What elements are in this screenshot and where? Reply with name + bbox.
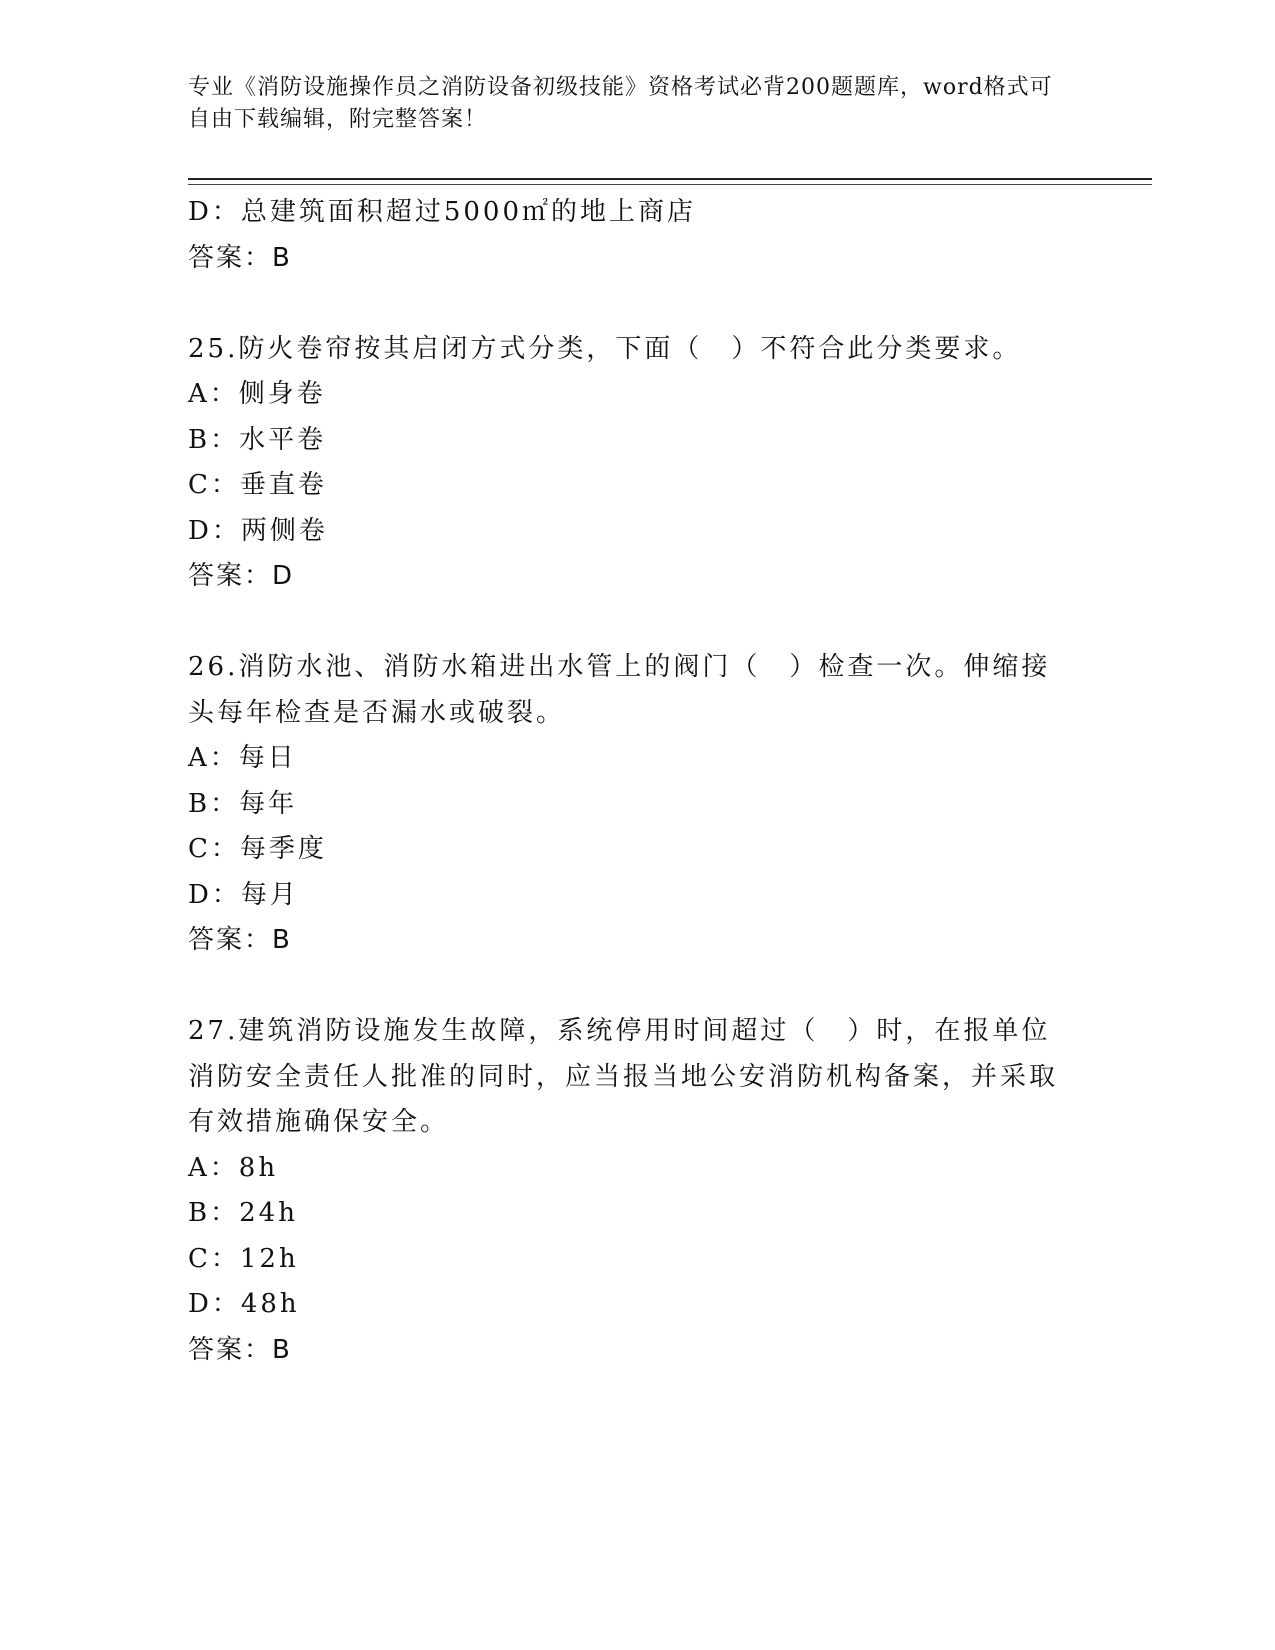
answer-line: 答案：D [188, 561, 295, 591]
option-d: D：总建筑面积超过5000㎡的地上商店 [188, 197, 697, 227]
option-c: C：垂直卷 [188, 470, 327, 500]
question-27 [188, 1009, 1088, 1373]
header-divider-thin [188, 184, 1152, 185]
spacer [188, 600, 1088, 646]
spacer [188, 281, 1088, 327]
option-b: B：水平卷 [188, 424, 327, 455]
question-list [188, 190, 1088, 1373]
option-a: A：8h [188, 1152, 279, 1183]
option-b: B：每年 [188, 788, 298, 819]
question-26 [188, 645, 1088, 964]
spacer [188, 964, 1088, 1010]
option-c: C：12h [188, 1243, 299, 1274]
document-header: 专业《消防设施操作员之消防设备初级技能》资格考试必背200题题库，word格式可自由下载编辑，附完整答案！ [188, 75, 1053, 132]
question-stem: 27.建筑消防设施发生故障，系统停用时间超过（ ）时，在报单位消防安全责任人批准的同时，应当报当地公安消防机构备案，并采取有效措施确保安全。 [188, 1016, 1059, 1137]
answer-line: 答案：B [188, 925, 292, 955]
option-c: C：每季度 [188, 834, 327, 864]
question-stem: 25.防火卷帘按其启闭方式分类，下面（ ）不符合此分类要求。 [188, 333, 1022, 364]
option-b: B：24h [188, 1198, 298, 1228]
prev-question-tail [188, 190, 1088, 281]
option-d: D：两侧卷 [188, 515, 328, 546]
option-a: A：每日 [188, 743, 297, 773]
question-stem: 26.消防水池、消防水箱进出水管上的阀门（ ）检查一次。伸缩接头每年检查是否漏水或破裂。 [188, 652, 1051, 728]
answer-line: 答案：B [188, 242, 292, 273]
question-25 [188, 327, 1088, 600]
header-divider-thick [188, 178, 1152, 180]
option-a: A：侧身卷 [188, 379, 326, 409]
option-d: D：48h [188, 1289, 300, 1319]
answer-line: 答案：B [188, 1334, 292, 1365]
option-d: D：每月 [188, 879, 299, 910]
